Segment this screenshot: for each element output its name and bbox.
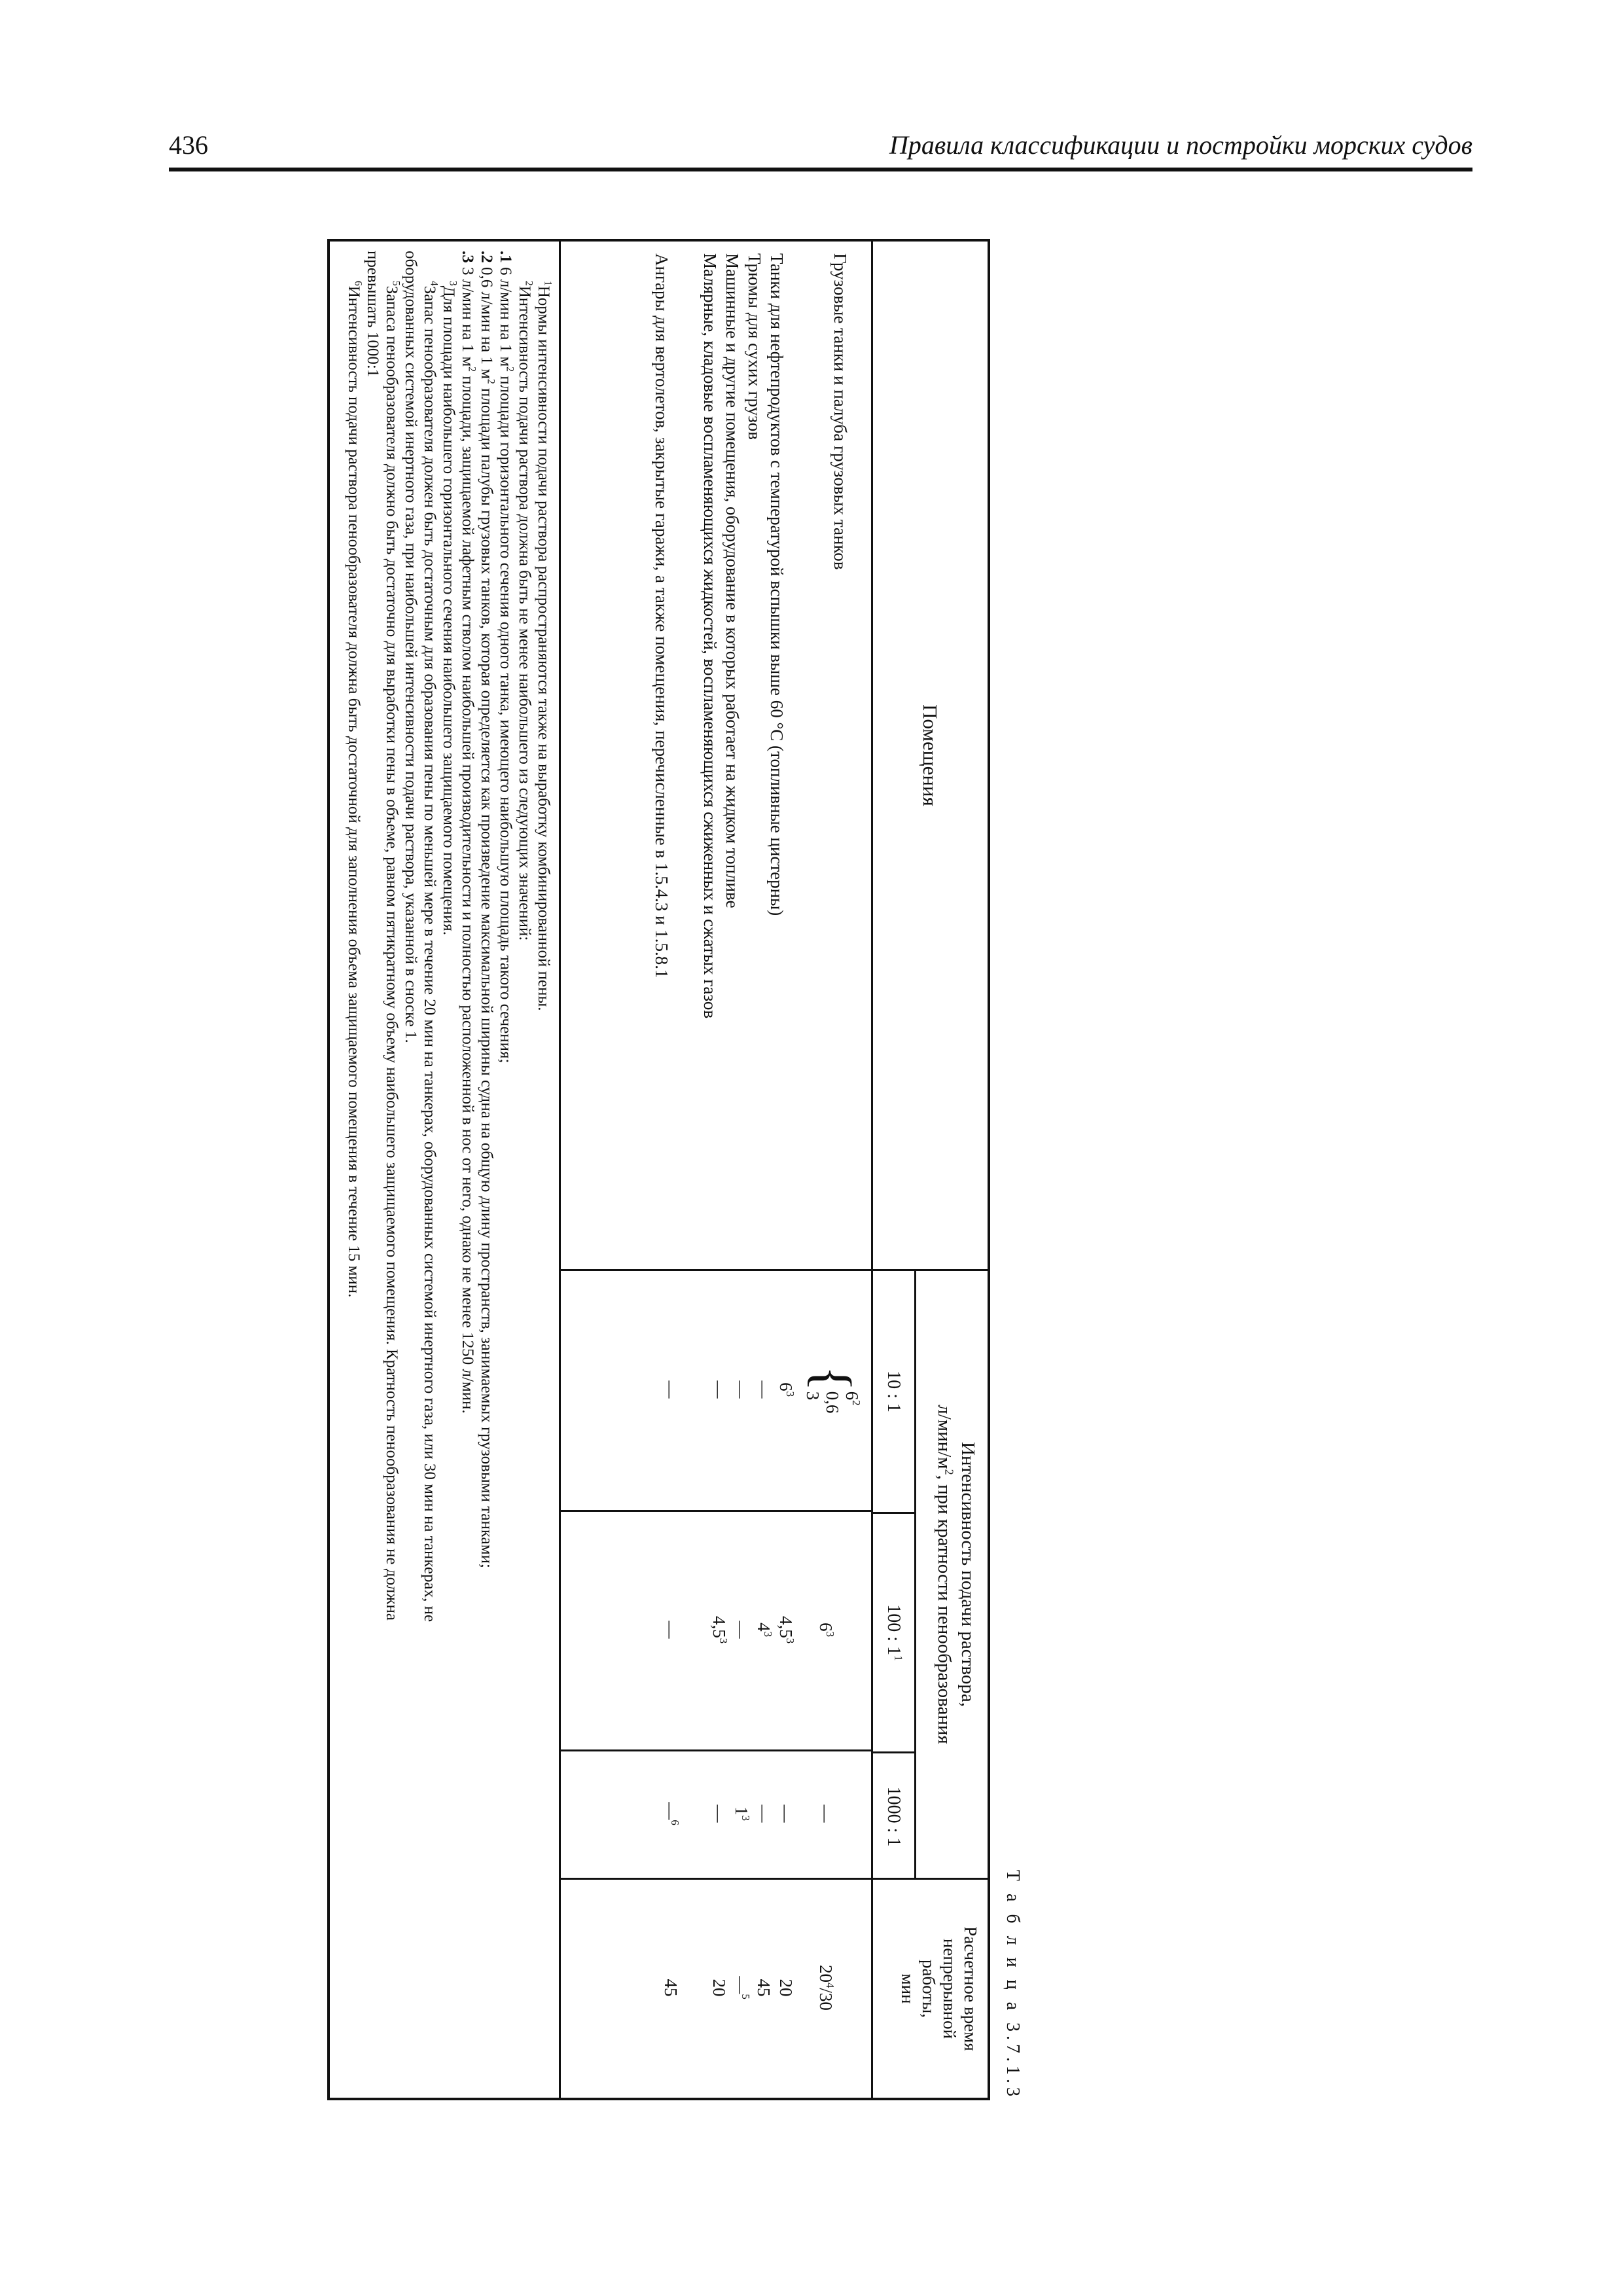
footnote-2-item-2: .2 0,6 л/мин на 1 $м^2$ площади палубы грузовых танков, которая определяется как произведение максимальной ширины судна на общую длину пространств, занимаемых грузовыми танками; [478,251,497,1568]
table-caption: Т а б л и ц а 3.7.1.3 [1003,1869,1023,2100]
header-intensity-line2: $л/мин/м^2$, при кратности пенообразования [934,1405,956,1744]
row-3-ratio100: $4^3$ [754,1623,774,1637]
page-number: 436 [169,130,208,160]
row-3-time: 45 [754,1979,774,1997]
header-ratio-100: 100 : $1^1$ [873,1512,914,1751]
row-5-room: Малярные, кладовые воспламеняющихся жидкостей, воспламеняющихся сжиженных и сжатых газов [700,253,720,1019]
row-1-ratio1000: — [816,1804,836,1823]
footnote-3: $^3$Для площади наибольшего горизонтального сечения наибольшего защищаемого помещения. [440,281,459,936]
row-1-room: Грузовые танки и палуба грузовых танков [830,253,850,570]
footnote-4-cont: оборудованных системой инертного газа, при наибольшей интенсивности подачи раствора, указанной в сноске 1. [402,251,419,1043]
row-3-ratio10: — [754,1380,774,1399]
row-4-ratio100: — [732,1621,751,1639]
footnote-5-cont: превышать 1000:1 [364,251,382,378]
header-intensity-cell [873,1269,988,1878]
row-4-ratio10: — [732,1380,751,1399]
row-2-room: Танки для нефтепродуктов с температурой вспышки выше 60 °C (топливные цистерны) [767,253,787,916]
row-1-ratio10: { $6^2$ 0,6 3 [803,1365,863,1414]
header-intensity-line1: Интенсивность подачи раствора, [957,1442,978,1707]
row-1-time: $20^4/30$ [816,1965,836,2011]
row-1-ratio100: $6^3$ [816,1623,836,1637]
header-time: Расчетное время непрерывной работы, мин [898,1926,980,2051]
row-2-ratio1000: — [776,1804,796,1823]
table-footnotes [344,251,553,2090]
header-rooms: Помещения [919,704,942,806]
row-5-ratio100: $4,5^3$ [709,1615,730,1644]
foam-intensity-table [327,239,990,2100]
row-2-time: 20 [776,1979,796,1997]
row-3-ratio1000: — [754,1804,774,1823]
header-ratio-10: 10 : 1 [883,1371,904,1412]
row-2-ratio100: $4,5^3$ [776,1615,796,1644]
running-title: Правила классификации и постройки морских судов [889,130,1472,160]
rotated-table-block [327,239,1026,2100]
table-body [559,242,871,2098]
header-intensity [914,1271,988,1878]
row-5-time: 20 [709,1979,729,1997]
row-4-time: —$^5$ [732,1976,752,2000]
row-2-ratio10: $6^3$ [776,1382,796,1397]
row-6-ratio100: — [661,1621,681,1639]
table-header [871,242,988,2098]
footnote-2-item-3: .3 3 л/мин на 1 $м^2$ площади, защищаемой лафетным стволом наибольшей производительности и полностью расположенной в нос от него, однако не менее 1250 л/мин. [459,251,478,1414]
footnote-2: $^2$Интенсивность подачи раствора должна быть не менее наибольшего из следующих значений: [516,281,535,941]
row-6-ratio10: — [661,1380,681,1399]
row-6-room: Ангары для вертолетов, закрытые гаражи, а также помещения, перечисленные в 1.5.4.3 и 1.5.8.1 [652,253,671,978]
footnote-6: $^6$Интенсивность подачи раствора пенообразователя должна быть достаточной для заполнения объема защищаемого помещения в течение 15 мин. [345,281,364,1298]
footnote-5: $^5$Запаса пенообразователя должно быть достаточно для выработки пены в объеме, равном пятикратному объему наибольшего защищаемого помещения. Кратность пенообразования не должна [383,281,402,1621]
row-5-ratio1000: — [709,1804,729,1823]
header-time-cell [873,1878,988,2098]
row-6-time: 45 [661,1979,681,1997]
header-ratio-1000: 1000 : 1 [873,1751,914,1880]
footnote-2-item-1: .1 6 л/мин на 1 $м^2$ площади горизонтального сечения одного танка, имеющего наибольшую площадь такого сечения; [497,251,516,1064]
row-5-ratio10: — [709,1380,729,1399]
header-rule [169,168,1472,171]
row-4-room: Машинные и другие помещения, оборудование в которых работает на жидком топливе [722,253,742,908]
row-4-ratio1000: $1^3$ [732,1806,752,1821]
header-rooms-cell [873,242,988,1269]
footnote-4: $^4$Запас пенообразователя должен быть достаточным для образования пены по меньшей мере в течение 20 мин на танкерах, оборудованных системой инертного газа, или 30 мин на танкерах, не [421,281,440,1623]
row-6-ratio1000: —$^6$ [661,1802,681,1825]
row-3-room: Трюмы для сухих грузов [745,253,764,440]
footnote-1: $^1$Нормы интенсивности подачи раствора распространяются также на выработку комбинированной пены. [535,281,554,1011]
